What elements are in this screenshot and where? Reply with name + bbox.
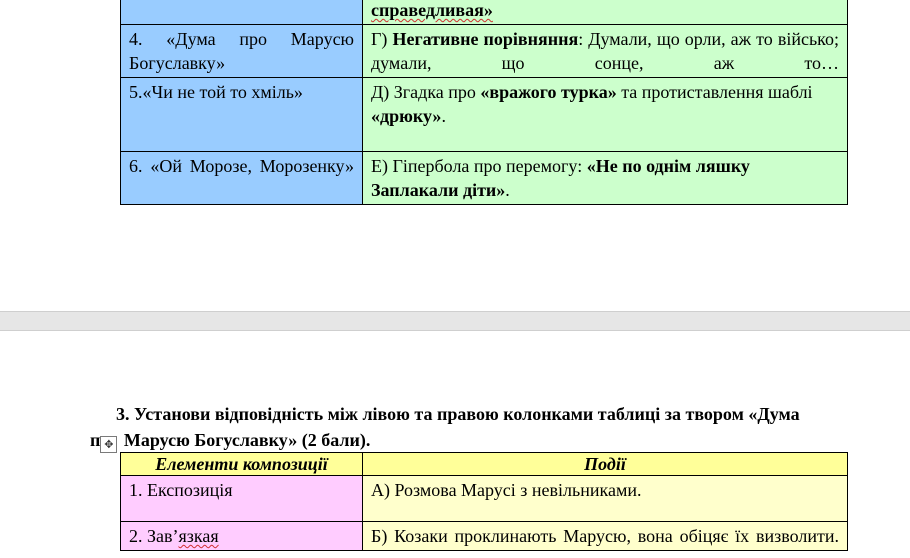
table-cell-left xyxy=(121,522,363,551)
table-row xyxy=(121,78,848,152)
document-page-bottom xyxy=(0,331,910,558)
cell-text: . xyxy=(441,106,446,126)
table-cell-right xyxy=(363,78,848,152)
cell-text-bold: «дрюку» xyxy=(371,106,442,126)
task-line-1: 3. Установи відповідність між лівою та правою колонками таблиці за твором «Дума xyxy=(116,404,800,424)
cell-text: . xyxy=(505,180,510,200)
table-row xyxy=(121,25,848,78)
table-move-handle-icon[interactable]: ✥ xyxy=(100,436,117,453)
task-line-2 xyxy=(90,430,370,450)
table-cell-left: 1. Експозиція xyxy=(121,476,363,522)
page-break-gap xyxy=(0,311,910,331)
table-cell-left: 4. «Дума про Марусю Богуславку» xyxy=(121,25,363,78)
table-header-row xyxy=(121,453,848,476)
task-text: п xyxy=(90,430,101,450)
table-cell-right xyxy=(363,152,848,205)
cell-text-bold: Негативне порівняння xyxy=(392,29,579,49)
matching-table-bottom xyxy=(120,452,848,551)
cell-text: ’ xyxy=(172,526,179,546)
cell-text-bold: «вражого турка» xyxy=(480,82,617,102)
cell-text-bold: «Не по однім ляшку Заплакали діти» xyxy=(371,156,750,200)
table-cell-right: А) Розмова Марусі з невільниками. xyxy=(363,476,848,522)
table-cell-left xyxy=(121,0,363,25)
cell-text: справедливая» xyxy=(371,0,493,20)
table-cell-right: Б) Козаки проклинають Марусю, вона обіцяє їх визволити. xyxy=(363,522,848,551)
task-heading xyxy=(90,401,880,453)
cell-text: та протиставлення шаблі xyxy=(616,82,813,102)
cell-text-misspelled: язкая xyxy=(178,526,219,546)
table-cell-right xyxy=(363,0,848,25)
table-cell-left: 5.«Чи не той то хміль» xyxy=(121,78,363,152)
column-header-right: Події xyxy=(363,453,848,476)
cell-text: : Думали, що орли, аж то військо; думали, що сонце, аж то… xyxy=(371,29,839,73)
table-cell-right xyxy=(363,25,848,78)
cell-text: Д) Згадка про xyxy=(371,82,481,102)
table-cell-left: 6. «Ой Морозе, Морозенку» xyxy=(121,152,363,205)
column-header-left: Елементи композиції xyxy=(121,453,363,476)
cell-text: Г) xyxy=(371,29,393,49)
table-row xyxy=(121,522,848,551)
cell-text: 2. Зав xyxy=(129,526,173,546)
task-text: Марусю Богуславку» (2 бали). xyxy=(119,430,371,450)
table-row xyxy=(121,0,848,25)
matching-table-top xyxy=(120,0,848,205)
cell-text: Е) Гіпербола про перемогу: xyxy=(371,156,587,176)
table-row xyxy=(121,476,848,522)
table-row xyxy=(121,152,848,205)
